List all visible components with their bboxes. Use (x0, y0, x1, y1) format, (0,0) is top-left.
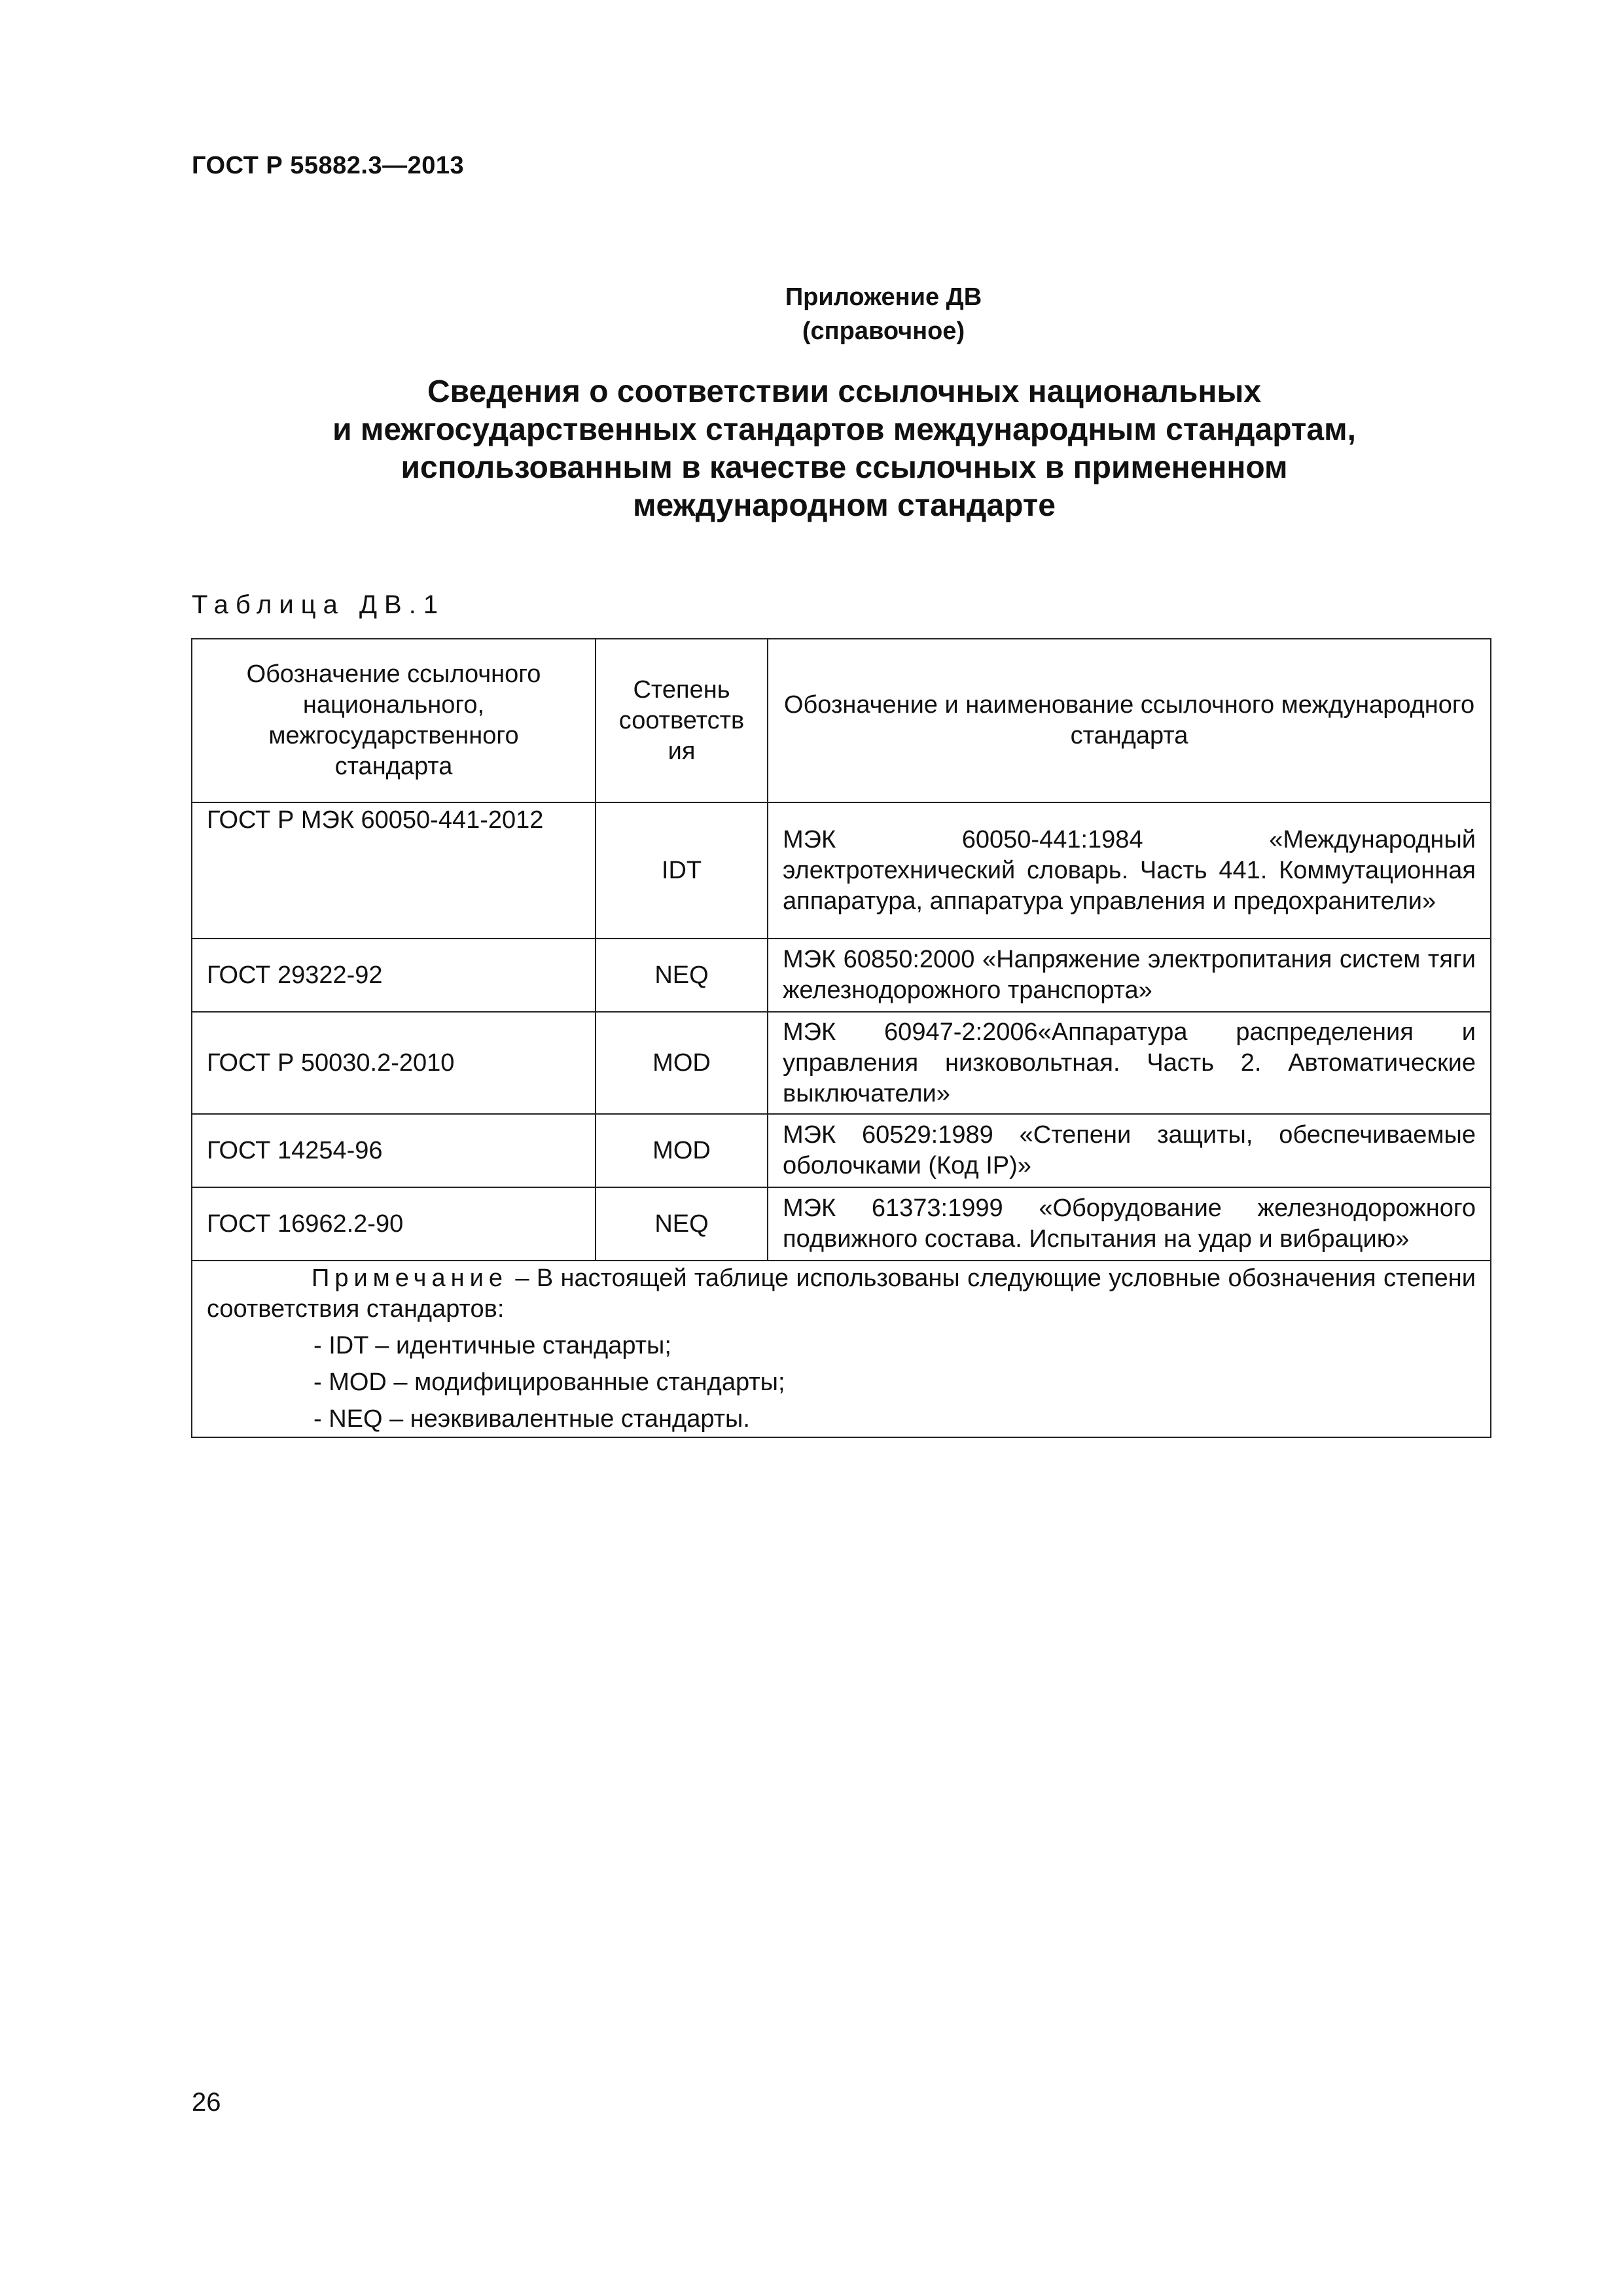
header-national-standard: Обозначение ссылочного национального, межгосударственного стандарта (192, 639, 596, 802)
reference-standards-table (191, 638, 1491, 1438)
degree-cell: NEQ (596, 1187, 768, 1261)
table-header-row (192, 639, 1491, 802)
degree-cell: MOD (596, 1114, 768, 1187)
page-number: 26 (192, 2088, 221, 2117)
table-row (192, 939, 1491, 1012)
annex-title: Приложение ДВ (785, 283, 982, 311)
note-label: Примечание (312, 1265, 508, 1292)
international-standard-cell: МЭК 60529:1989 «Степени защиты, обеспечиваемые оболочками (Код IP)» (768, 1114, 1491, 1187)
table-caption: Таблица ДВ.1 (192, 590, 446, 619)
degree-cell: NEQ (596, 939, 768, 1012)
section-title-line: международном стандарте (633, 488, 1056, 523)
degree-cell: MOD (596, 1012, 768, 1114)
note-item: - NEQ – неэквивалентные стандарты. (313, 1405, 750, 1433)
national-standard-cell: ГОСТ 16962.2-90 (192, 1187, 596, 1261)
table-note (192, 1261, 1491, 1437)
national-standard-cell: ГОСТ 14254-96 (192, 1114, 596, 1187)
table-row (192, 802, 1491, 939)
international-standard-cell: МЭК 60850:2000 «Напряжение электропитания систем тяги железнодорожного транспорта» (768, 939, 1491, 1012)
national-standard-cell: ГОСТ Р 50030.2-2010 (192, 1012, 596, 1114)
header-degree: Степень соответств ия (596, 639, 768, 802)
table-row (192, 1114, 1491, 1187)
international-standard-cell: МЭК 60050-441:1984 «Международный электротехнический словарь. Часть 441. Коммутационная аппаратура, аппаратура управления и предохранители» (768, 802, 1491, 939)
annex-type: (справочное) (802, 317, 965, 345)
section-title-line: использованным в качестве ссылочных в примененном (401, 450, 1288, 485)
international-standard-cell: МЭК 60947-2:2006«Аппаратура распределения и управления низковольтная. Часть 2. Автоматические выключатели» (768, 1012, 1491, 1114)
note-intro (207, 1263, 1476, 1325)
national-standard-cell: ГОСТ Р МЭК 60050-441-2012 (192, 802, 596, 939)
note-item: - IDT – идентичные стандарты; (313, 1332, 671, 1359)
note-text: – В настоящей таблице использованы следующие условные обозначения степени соответствия стандартов: (207, 1265, 1476, 1323)
note-item: - MOD – модифицированные стандарты; (313, 1369, 785, 1396)
section-title-line: Сведения о соответствии ссылочных национальных (427, 374, 1262, 409)
international-standard-cell: МЭК 61373:1999 «Оборудование железнодорожного подвижного состава. Испытания на удар и вибрацию» (768, 1187, 1491, 1261)
degree-cell: IDT (596, 802, 768, 939)
table-row (192, 1187, 1491, 1261)
section-title-line: и межгосударственных стандартов международным стандартам, (332, 412, 1356, 447)
national-standard-cell: ГОСТ 29322-92 (192, 939, 596, 1012)
section-title (288, 373, 1400, 525)
header-international-standard: Обозначение и наименование ссылочного международного стандарта (768, 639, 1491, 802)
table-row (192, 1012, 1491, 1114)
document-code: ГОСТ Р 55882.3—2013 (192, 152, 465, 179)
table-note-row (192, 1261, 1491, 1437)
